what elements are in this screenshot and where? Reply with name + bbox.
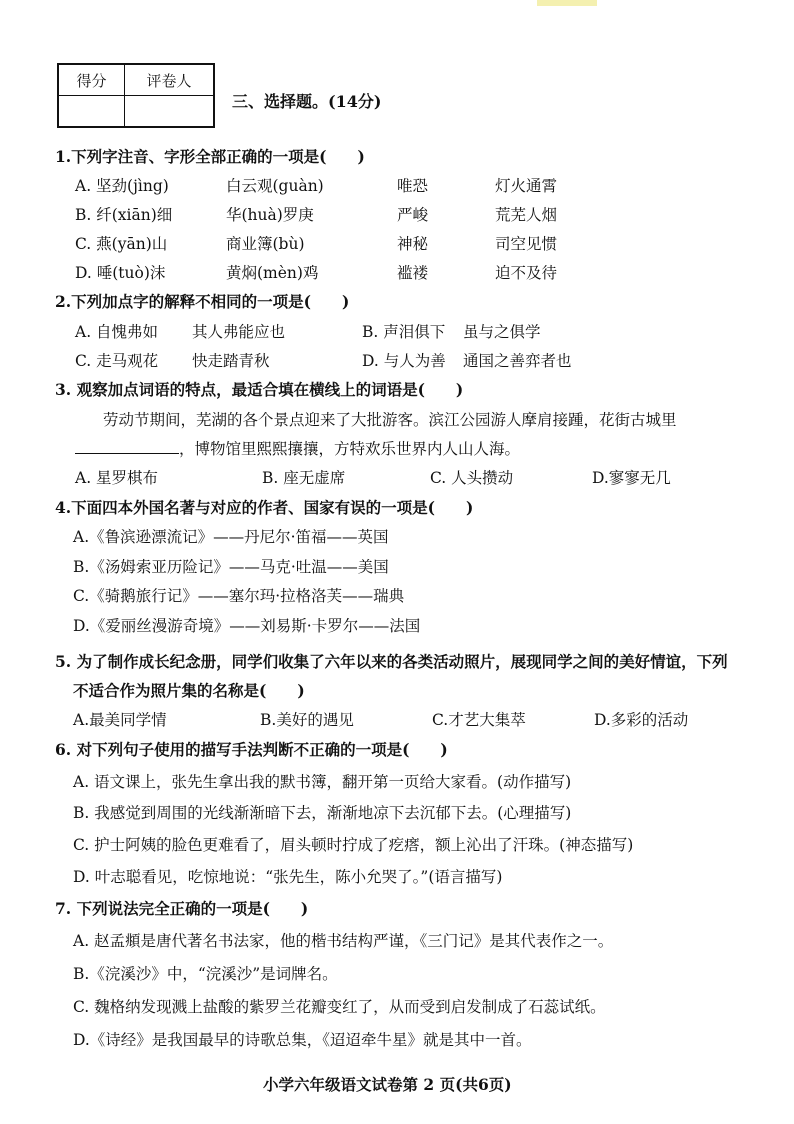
q6-option-c: C. 护士阿姨的脸色更难看了，眉头顿时拧成了疙瘩，额上沁出了汗珠。(神态描写) xyxy=(73,836,634,854)
q7-option-c: C. 魏格纳发现溅上盐酸的紫罗兰花瓣变红了，从而受到启发制成了石蕊试纸。 xyxy=(73,998,606,1016)
top-edge-mark xyxy=(537,0,597,6)
q1-option-c: C. 燕(yān)山 xyxy=(75,235,168,253)
q2-option-a: A. 自愧弗如 xyxy=(75,323,159,341)
q7-option-b: B.《浣溪沙》中，“浣溪沙”是词牌名。 xyxy=(73,965,338,983)
q1-c-word4: 司空见惯 xyxy=(495,235,558,253)
q2-option-d-phrase: 通国之善弈者也 xyxy=(463,352,572,370)
q3-option-a: A. 星罗棋布 xyxy=(75,469,159,487)
q4-option-b: B.《汤姆索亚历险记》——马克·吐温——美国 xyxy=(73,558,389,576)
q1-d-word2: 黄焖(mèn)鸡 xyxy=(226,264,319,282)
q2-stem: 2.下列加点字的解释不相同的一项是( ) xyxy=(55,292,350,311)
q7-option-d: D.《诗经》是我国最早的诗歌总集，《迢迢牵牛星》就是其中一首。 xyxy=(73,1031,532,1049)
q2-option-d: D. 与人为善 xyxy=(362,352,446,370)
q1-c-word3: 神秘 xyxy=(397,235,429,253)
q1-a-word4: 灯火通霄 xyxy=(495,177,558,195)
q5-option-b: B.美好的遇见 xyxy=(260,711,354,729)
q2-option-c: C. 走马观花 xyxy=(75,352,159,370)
q3-option-b: B. 座无虚席 xyxy=(262,469,346,487)
q3-passage-line2-text: ，博物馆里熙熙攘攘，方特欢乐世界内人山人海。 xyxy=(179,440,521,458)
q4-option-c: C.《骑鹅旅行记》——塞尔玛·拉格洛芙——瑞典 xyxy=(73,587,405,605)
section-title: 三、选择题。(14分) xyxy=(232,92,382,111)
q1-option-d: D. 唾(tuò)沫 xyxy=(75,264,166,282)
score-cell xyxy=(58,96,125,128)
q7-stem: 7. 下列说法完全正确的一项是( ) xyxy=(55,899,309,918)
q5-option-c: C.才艺大集萃 xyxy=(432,711,526,729)
page-footer xyxy=(263,1073,512,1095)
score-label: 得分 xyxy=(58,64,125,96)
grader-cell xyxy=(125,96,215,128)
score-table xyxy=(57,63,215,128)
q3-stem: 3. 观察加点词语的特点，最适合填在横线上的词语是( ) xyxy=(55,380,464,399)
q4-stem: 4.下面四本外国名著与对应的作者、国家有误的一项是( ) xyxy=(55,498,474,517)
q2-option-a-phrase: 其人弗能应也 xyxy=(192,323,286,341)
answer-blank[interactable] xyxy=(75,439,179,454)
q1-d-word4: 迫不及待 xyxy=(495,264,558,282)
grader-label: 评卷人 xyxy=(125,64,215,96)
q1-c-word2: 商业簿(bù) xyxy=(226,235,305,253)
q1-b-word4: 荒芜人烟 xyxy=(495,206,558,224)
q4-option-d: D.《爱丽丝漫游奇境》——刘易斯·卡罗尔——法国 xyxy=(73,617,421,635)
q6-option-d: D. 叶志聪看见，吃惊地说：“张先生，陈小允哭了。”(语言描写) xyxy=(73,868,503,886)
q6-stem: 6. 对下列句子使用的描写手法判断不正确的一项是( ) xyxy=(55,740,448,759)
q3-option-d: D.寥寥无几 xyxy=(592,469,671,487)
q1-option-b: B. 纤(xiān)细 xyxy=(75,206,173,224)
q6-option-b: B. 我感觉到周围的光线渐渐暗下去，渐渐地凉下去沉郁下去。(心理描写) xyxy=(73,804,572,822)
q7-option-a: A. 赵孟頫是唐代著名书法家，他的楷书结构严谨，《三门记》是其代表作之一。 xyxy=(73,932,614,950)
q2-option-c-phrase: 快走踏青秋 xyxy=(192,352,270,370)
q5-stem-line2: 不适合作为照片集的名称是( ) xyxy=(73,681,305,700)
q3-option-c: C. 人头攒动 xyxy=(430,469,514,487)
q3-passage-line2 xyxy=(75,437,520,459)
q1-a-word2: 白云观(guàn) xyxy=(226,177,324,195)
q3-passage-line1: 劳动节期间，芜湖的各个景点迎来了大批游客。滨江公园游人摩肩接踵，花街古城里 xyxy=(103,411,677,429)
q1-b-word3: 严峻 xyxy=(397,206,429,224)
q1-a-word3: 唯恐 xyxy=(397,177,429,195)
q1-d-word3: 褴褛 xyxy=(397,264,429,282)
page-number: 2 xyxy=(423,1075,435,1094)
footer-suffix: 页(共6页) xyxy=(439,1075,512,1094)
q2-option-b-phrase: 虽与之俱学 xyxy=(463,323,541,341)
q5-stem-line1: 5. 为了制作成长纪念册，同学们收集了六年以来的各类活动照片，展现同学之间的美好情谊，下列 xyxy=(55,652,728,671)
q2-option-b: B. 声泪俱下 xyxy=(362,323,446,341)
q6-option-a: A. 语文课上，张先生拿出我的默书簿，翻开第一页给大家看。(动作描写) xyxy=(73,773,572,791)
q1-option-a: A. 坚劲(jìng) xyxy=(75,177,169,195)
q5-option-a: A.最美同学情 xyxy=(73,711,167,729)
q4-option-a: A.《鲁滨逊漂流记》——丹尼尔·笛福——英国 xyxy=(73,528,389,546)
q1-stem: 1.下列字注音、字形全部正确的一项是( ) xyxy=(55,147,365,166)
q5-option-d: D.多彩的活动 xyxy=(594,711,689,729)
footer-prefix: 小学六年级语文试卷第 xyxy=(263,1075,419,1094)
q1-b-word2: 华(huà)罗庚 xyxy=(226,206,314,224)
